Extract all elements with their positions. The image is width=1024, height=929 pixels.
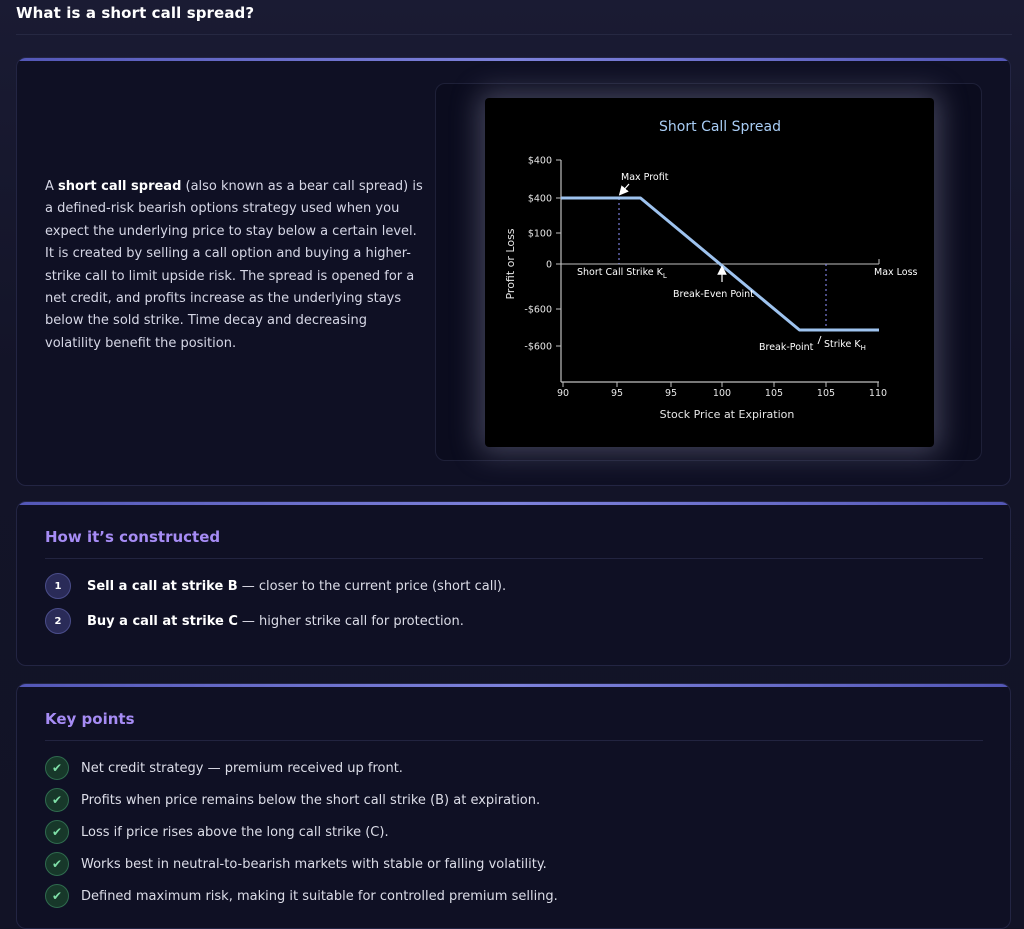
key-point-text: Loss if price rises above the long call strike (C). xyxy=(81,824,389,840)
title-divider xyxy=(16,34,1012,35)
check-icon: ✔ xyxy=(45,852,69,876)
x-tick-label: 100 xyxy=(712,388,732,399)
x-tick-label: 105 xyxy=(764,388,784,399)
page-title: What is a short call spread? xyxy=(16,4,255,22)
key-point-item xyxy=(45,788,540,812)
key-points-card xyxy=(16,683,1011,929)
break-point-tick xyxy=(818,336,821,344)
short-strike-label: Short Call Strike $K_L$ xyxy=(577,267,667,280)
break-even-label: Break-Even Point xyxy=(673,289,754,300)
step-item xyxy=(45,573,506,599)
key-point-item xyxy=(45,756,403,780)
y-tick-label: -$600 xyxy=(524,341,552,353)
x-tick-label: 90 xyxy=(556,388,570,399)
step-action: Buy a call at strike C xyxy=(87,613,238,629)
intro-term: short call spread xyxy=(58,179,182,194)
y-tick-label: $400 xyxy=(527,193,552,205)
construction-divider xyxy=(45,558,983,559)
intro-body: (also known as a bear call spread) is a defined-risk bearish options strategy used when you expect the underlying price to stay below a certain level. It is created by selling a call option and buying a higher-strike call to limit upside risk. The spread is opened for a net credit, and profits increase as the underlying stays below the sold strike. Time decay and decreasing volatility benefit the position. xyxy=(45,179,423,351)
x-tick-label: 95 xyxy=(664,388,678,399)
key-point-text: Works best in neutral-to-bearish markets with stable or falling volatility. xyxy=(81,856,547,872)
check-icon: ✔ xyxy=(45,884,69,908)
key-points-divider xyxy=(45,740,983,741)
x-tick-label: 95 xyxy=(610,388,624,399)
construction-card xyxy=(16,501,1011,666)
key-point-text: Net credit strategy — premium received up front. xyxy=(81,760,403,776)
key-point-item xyxy=(45,820,389,844)
y-tick-label: $400 xyxy=(527,155,552,167)
step-action: Sell a call at strike B xyxy=(87,578,238,594)
long-strike-label: Strike $K_H$ xyxy=(824,339,866,352)
y-tick-label: $100 xyxy=(527,228,552,240)
check-icon: ✔ xyxy=(45,820,69,844)
key-point-text: Defined maximum risk, making it suitable for controlled premium selling. xyxy=(81,888,558,904)
key-points-heading: Key points xyxy=(45,710,135,728)
construction-heading: How it’s constructed xyxy=(45,528,221,546)
key-point-item xyxy=(45,884,558,908)
key-point-item xyxy=(45,852,547,876)
step-item xyxy=(45,608,464,634)
chart-frame xyxy=(435,83,982,461)
x-tick-label: 105 xyxy=(816,388,836,399)
step-description: — closer to the current price (short call). xyxy=(241,578,507,594)
chart-title: Short Call Spread xyxy=(659,119,781,135)
check-icon: ✔ xyxy=(45,788,69,812)
intro-prefix: A xyxy=(45,179,59,194)
x-tick-label: 110 xyxy=(868,388,888,399)
max-profit-label: Max Profit xyxy=(621,172,669,183)
y-tick-label: -$600 xyxy=(524,304,552,316)
check-icon: ✔ xyxy=(45,756,69,780)
key-point-text: Profits when price remains below the short call strike (B) at expiration. xyxy=(81,792,541,808)
step-description: — higher strike call for protection. xyxy=(241,613,464,629)
max-loss-label: Max Loss xyxy=(874,267,918,278)
max-profit-arrow xyxy=(622,184,629,192)
intro-paragraph xyxy=(45,176,425,355)
step-number-badge: 1 xyxy=(45,573,71,599)
y-tick-label: 0 xyxy=(545,259,552,271)
payoff-chart xyxy=(485,98,934,447)
step-number-badge: 2 xyxy=(45,608,71,634)
chart-panel xyxy=(485,98,934,447)
y-axis-label: Profit or Loss xyxy=(504,228,517,300)
break-point-label: Break-Point xyxy=(759,342,814,353)
x-axis-label: Stock Price at Expiration xyxy=(659,408,795,421)
intro-card xyxy=(16,57,1011,486)
